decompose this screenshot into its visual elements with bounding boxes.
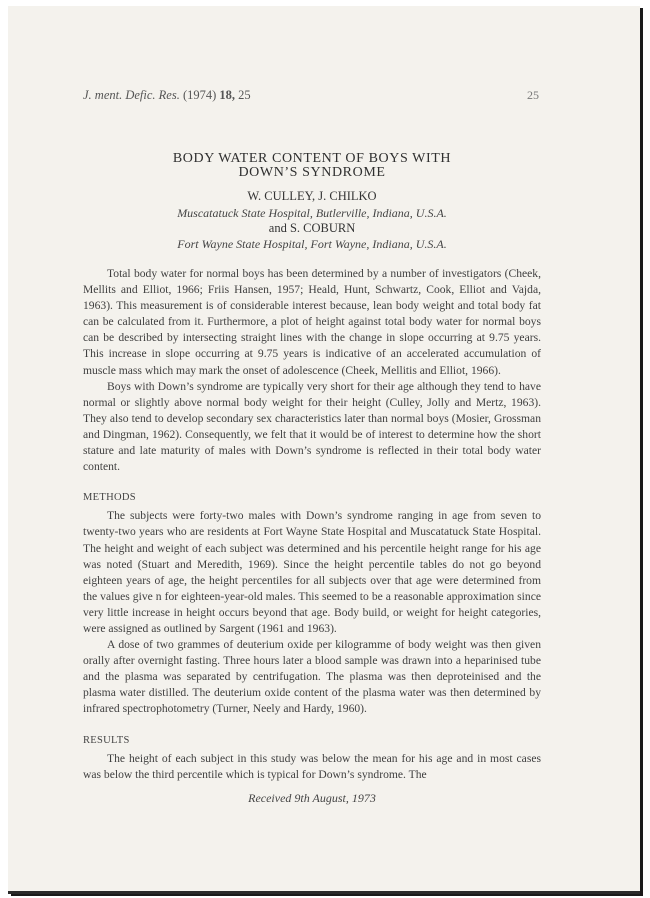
journal-name: J. ment. Defic. Res. xyxy=(83,88,180,102)
journal-year: (1974) xyxy=(182,88,217,102)
methods-paragraph-1: The subjects were forty-two males with Down’s syndrome ranging in age from seven to twenty-two years who are residents at Fort Wayne State Hospital and Muscatatuck State Hospital. The height and weight of each subject was determined and his percentile height range for his age was noted (Stuart and Meredith, 1969). Since the height percentile tables do not go beyond eighteen years of age, the height percentiles for all subjects over that age were determined from the values give n for eighteen-year-old males. This seemed to be a reasonable approximation since very little increase in height occurs beyond that age. Body build, or weight for height categories, were assigned as outlined by Sargent (1961 and 1963). xyxy=(83,509,541,635)
journal-volume: 18, xyxy=(219,88,236,102)
article-title xyxy=(83,152,541,180)
authors-group-2: and S. COBURN xyxy=(268,220,356,235)
journal-page xyxy=(8,6,640,894)
article-body xyxy=(83,266,541,783)
received-date: Received 9th August, 1973 xyxy=(248,790,376,805)
page-edge-shadow xyxy=(8,891,640,894)
affiliation-1: Muscatatuck State Hospital, Butlerville, Indiana, U.S.A. xyxy=(177,205,447,220)
title-line-2: DOWN’S SYNDROME xyxy=(238,165,386,180)
page-content xyxy=(83,88,541,806)
results-paragraph-1: The height of each subject in this study was below the mean for his age and in most cases was below the third percentile which is typical for Down’s syndrome. The xyxy=(83,751,541,781)
running-head xyxy=(83,88,541,108)
intro-paragraph-1: Total body water for normal boys has been determined by a number of investigators (Cheek, Mellits and Elliot, 1966; Friis Hansen, 1957; Heald, Hunt, Schwartz, Cook, Elliot and Vajda, 1963). This measurement is of considerable interest because, lean body weight and total body fat can be calculated from it. Furthermore, a plot of height against total body water for normal boys can be described by intersecting straight lines with the change in slope occurring at 9.75 years. This increase in slope occurring at 9.75 years is indicative of an accelerated accumulation of muscle mass which may mark the onset of adolescence (Cheek, Mellitis and Elliot, 1966). xyxy=(83,267,541,377)
results-heading: RESULTS xyxy=(83,734,130,746)
methods-heading: METHODS xyxy=(83,492,136,504)
methods-paragraph-2: A dose of two grammes of deuterium oxide per kilogramme of body weight was then given orally after overnight fasting. Three hours later a blood sample was drawn into a heparinised tube and the plasma was separated by centrifugation. The plasma was then deproteinised and the plasma water distilled. The deuterium oxide content of the plasma water was then determined by infrared spectrophotometry (Turner, Neely and Hardy, 1960). xyxy=(83,638,541,716)
author-block xyxy=(83,189,541,252)
title-line-1: BODY WATER CONTENT OF BOYS WITH xyxy=(172,151,452,166)
affiliation-2: Fort Wayne State Hospital, Fort Wayne, Indiana, U.S.A. xyxy=(177,237,447,251)
authors-group-1: W. CULLEY, J. CHILKO xyxy=(247,189,377,203)
page-number: 25 xyxy=(527,88,539,102)
intro-paragraph-2: Boys with Down’s syndrome are typically very short for their age although they tend to have normal or slightly above normal body weight for their height (Culley, Jolly and Mertz, 1963). They also tend to develop secondary sex characteristics later than normal boys (Mosier, Grossman and Dingman, 1962). Consequently, we felt that it would be of interest to determine how the short stature and late maturity of males with Down’s syndrome is reflected in their total body water content. xyxy=(83,379,541,474)
journal-start-page: 25 xyxy=(238,88,251,102)
